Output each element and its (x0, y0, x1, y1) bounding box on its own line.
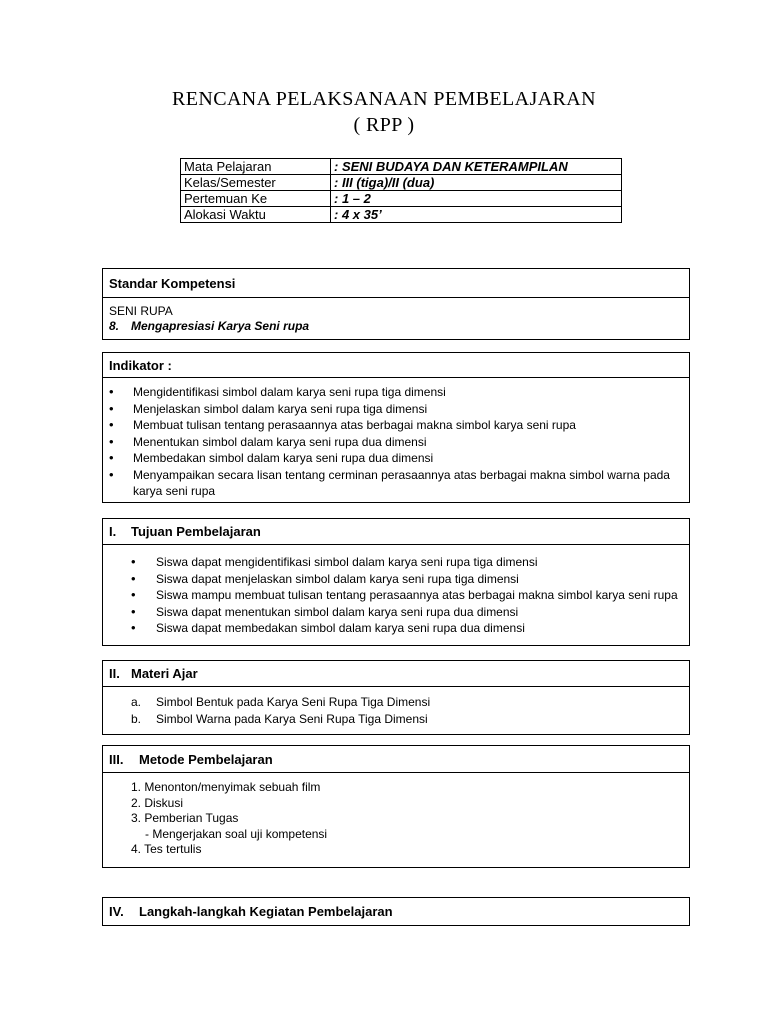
list-item (103, 384, 689, 401)
bullet-icon: • (131, 603, 136, 619)
list-item (103, 694, 689, 711)
info-value: : 1 – 2 (331, 191, 622, 207)
info-row (181, 191, 622, 207)
info-label: Pertemuan Ke (181, 191, 331, 207)
standar-kompetensi-section (102, 268, 690, 340)
section-heading (103, 898, 689, 925)
bullet-icon: • (131, 554, 136, 569)
list-item (103, 711, 689, 728)
tujuan-section (102, 518, 690, 646)
section-body (103, 687, 689, 727)
section-body (103, 545, 689, 637)
section-number: I. (109, 524, 117, 539)
info-value: : 4 x 35’ (331, 207, 622, 223)
info-table (180, 158, 622, 223)
bullet-icon: • (109, 384, 114, 399)
list-item (103, 434, 689, 451)
section-heading (103, 661, 689, 687)
section-title: Materi Ajar (131, 666, 198, 681)
section-title: Langkah-langkah Kegiatan Pembelajaran (139, 904, 393, 919)
objective-list (103, 554, 689, 637)
list-item (103, 620, 689, 637)
indicator-list (103, 384, 689, 500)
bullet-icon: • (131, 620, 136, 635)
competency-area: SENI RUPA (109, 304, 173, 318)
list-item-text: Siswa dapat membedakan simbol dalam karya seni rupa dua dimensi (156, 621, 525, 635)
section-body (103, 298, 689, 334)
langkah-section (102, 897, 690, 926)
bullet-icon: • (109, 433, 114, 449)
bullet-icon: • (109, 417, 114, 432)
info-value: : III (tiga)/II (dua) (331, 175, 622, 191)
list-item (103, 401, 689, 418)
list-letter: b. (131, 711, 142, 726)
list-item-text: Simbol Warna pada Karya Seni Rupa Tiga Dimensi (156, 711, 428, 726)
list-item-text: Membuat tulisan tentang perasaannya atas berbagai makna simbol karya seni rupa (133, 418, 576, 432)
list-item-text: Siswa dapat menentukan simbol dalam karya seni rupa dua dimensi (156, 604, 519, 619)
info-label: Kelas/Semester (181, 175, 331, 191)
section-number: II. (109, 666, 120, 681)
method-item: 3. Pemberian Tugas (131, 811, 239, 825)
list-item (103, 467, 689, 500)
list-item-text: Simbol Bentuk pada Karya Seni Rupa Tiga Dimensi (156, 695, 431, 709)
section-heading: Indikator : (103, 353, 689, 378)
info-label: Mata Pelajaran (181, 159, 331, 175)
method-item: 4. Tes tertulis (131, 842, 202, 856)
method-subitem: - Mengerjakan soal uji kompetensi (145, 826, 328, 841)
info-value: : SENI BUDAYA DAN KETERAMPILAN (331, 159, 622, 175)
section-title: Tujuan Pembelajaran (131, 524, 261, 539)
list-item (103, 417, 689, 434)
list-item-text: Siswa dapat mengidentifikasi simbol dalam karya seni rupa tiga dimensi (156, 555, 538, 569)
document-title: RENCANA PELAKSANAAN PEMBELAJARAN (172, 88, 596, 110)
info-row (181, 159, 622, 175)
method-item: 2. Diskusi (131, 795, 184, 810)
list-item-text: Menyampaikan secara lisan tentang cerminan perasaannya atas berbagai makna simbol warna pada karya seni rupa (133, 467, 670, 498)
section-title: Metode Pembelajaran (139, 751, 273, 767)
section-number: III. (109, 751, 124, 767)
list-item-text: Siswa mampu membuat tulisan tentang perasaannya atas berbagai makna simbol karya seni rupa (156, 588, 678, 602)
list-letter: a. (131, 695, 142, 709)
indikator-section (102, 352, 690, 503)
document-subtitle: ( RPP ) (353, 114, 415, 136)
info-label: Alokasi Waktu (181, 207, 331, 223)
materi-section (102, 660, 690, 735)
list-item-text: Mengidentifikasi simbol dalam karya seni rupa tiga dimensi (133, 385, 446, 399)
competency-standard (109, 319, 689, 334)
method-item: 1. Menonton/menyimak sebuah film (131, 780, 321, 794)
competency-text: Mengapresiasi Karya Seni rupa (131, 319, 310, 333)
section-number: IV. (109, 904, 124, 919)
list-item (103, 587, 689, 604)
list-item-text: Menjelaskan simbol dalam karya seni rupa tiga dimensi (133, 401, 428, 416)
list-item-text: Membedakan simbol dalam karya seni rupa dua dimensi (133, 451, 434, 465)
info-row (181, 175, 622, 191)
section-heading (103, 746, 689, 773)
metode-section (102, 745, 690, 868)
section-heading (103, 519, 689, 545)
bullet-icon: • (109, 450, 114, 465)
list-item (103, 450, 689, 467)
info-row (181, 207, 622, 223)
section-heading: Standar Kompetensi (103, 269, 689, 298)
section-body (103, 773, 689, 858)
section-body (103, 378, 689, 500)
list-item (103, 604, 689, 621)
material-list (103, 694, 689, 727)
list-item-text: Menentukan simbol dalam karya seni rupa dua dimensi (133, 434, 427, 449)
bullet-icon: • (109, 466, 114, 482)
competency-number: 8. (109, 319, 120, 333)
list-item (103, 554, 689, 571)
list-item (103, 571, 689, 588)
bullet-icon: • (131, 587, 136, 602)
bullet-icon: • (131, 570, 136, 586)
bullet-icon: • (109, 400, 114, 416)
list-item-text: Siswa dapat menjelaskan simbol dalam karya seni rupa tiga dimensi (156, 571, 519, 586)
